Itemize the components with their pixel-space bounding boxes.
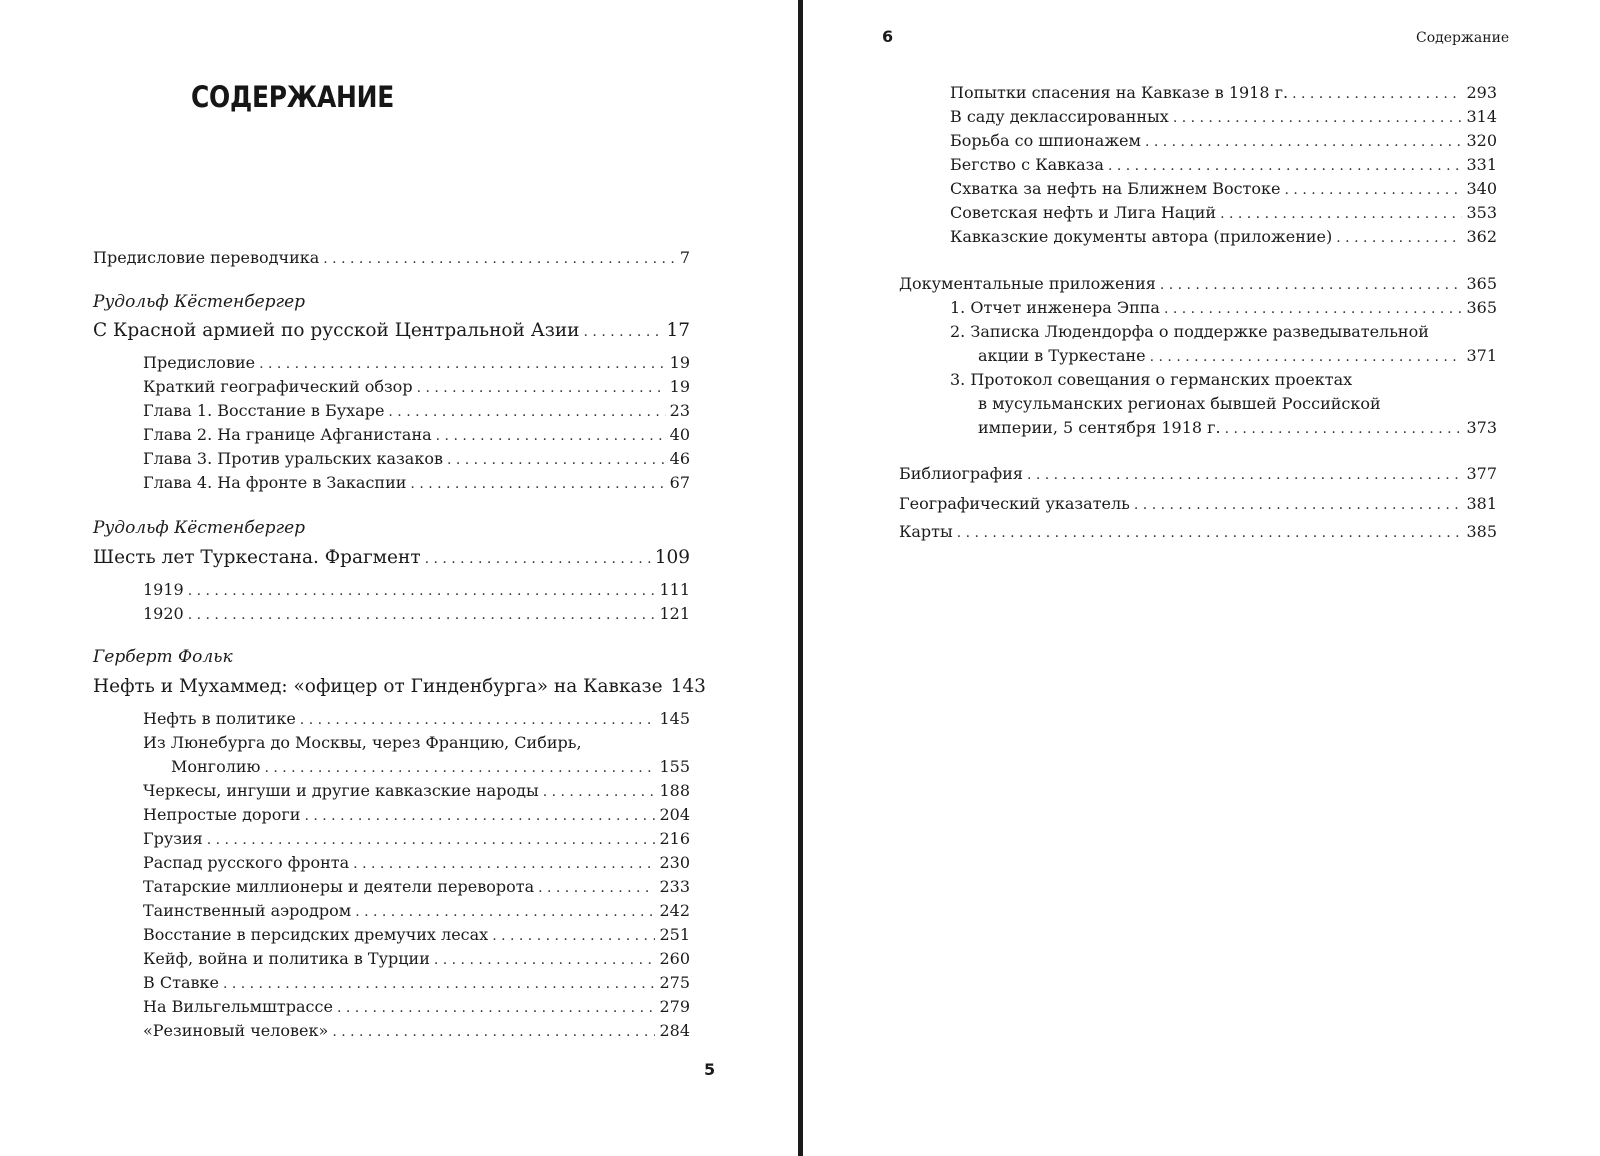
- section-author: Герберт Фольк: [93, 647, 233, 667]
- toc-entry-bibliography[interactable]: Библиография . . . 377: [899, 464, 1497, 485]
- toc-entry[interactable]: Предисловие . . . 19: [143, 353, 690, 374]
- page-title: СОДЕРЖАНИЕ: [191, 80, 395, 114]
- toc-entry[interactable]: Кавказские документы автора (приложение) . . . 362: [950, 227, 1497, 248]
- toc-entry[interactable]: Глава 2. На границе Афганистана . . . 40: [143, 425, 690, 446]
- page-number: 5: [704, 1060, 716, 1079]
- toc-entry[interactable]: Советская нефть и Лига Наций . . . 353: [950, 203, 1497, 224]
- toc-entry[interactable]: Борьба со шпионажем . . . 320: [950, 131, 1497, 152]
- toc-entry[interactable]: Попытки спасения на Кавказе в 1918 г. . . . 293: [950, 83, 1497, 104]
- toc-entry[interactable]: Грузия . . . 216: [143, 829, 690, 850]
- toc-entry-geo-index[interactable]: Географический указатель . . . 381: [899, 494, 1497, 515]
- left-page: [0, 0, 798, 1156]
- toc-entry-translator-preface[interactable]: Предисловие переводчика . . . 7: [93, 248, 690, 269]
- toc-entry[interactable]: Монголию . . . 155: [171, 757, 690, 778]
- toc-entry-appendices[interactable]: Документальные приложения . . . 365: [899, 274, 1497, 295]
- toc-entry[interactable]: Кейф, война и политика в Турции . . . 260: [143, 949, 690, 970]
- book-spine-divider: [798, 0, 803, 1156]
- toc-entry[interactable]: Распад русского фронта . . . 230: [143, 853, 690, 874]
- toc-entry[interactable]: Нефть в политике . . . 145: [143, 709, 690, 730]
- toc-entry[interactable]: империи, 5 сентября 1918 г. . . . 373: [978, 418, 1497, 439]
- toc-entry[interactable]: Схватка за нефть на Ближнем Востоке . . . 340: [950, 179, 1497, 200]
- toc-entry[interactable]: «Резиновый человек» . . . 284: [143, 1021, 690, 1042]
- toc-entry[interactable]: В саду деклассированных . . . 314: [950, 107, 1497, 128]
- toc-entry[interactable]: Глава 4. На фронте в Закаспии . . . 67: [143, 473, 690, 494]
- toc-part-entry[interactable]: Нефть и Мухаммед: «офицер от Гинденбурга» на Кавказе 143: [93, 676, 706, 697]
- toc-entry[interactable]: Глава 1. Восстание в Бухаре . . . 23: [143, 401, 690, 422]
- toc-entry[interactable]: 1. Отчет инженера Эппа . . . 365: [950, 298, 1497, 319]
- toc-entry-line: Из Люнебурга до Москвы, через Францию, Сибирь,: [143, 733, 582, 752]
- section-author: Рудольф Кёстенбергер: [93, 292, 306, 312]
- toc-part-entry[interactable]: С Красной армией по русской Центральной Азии . . . 17: [93, 319, 690, 344]
- toc-entry[interactable]: Черкесы, ингуши и другие кавказские народы . . . 188: [143, 781, 690, 802]
- toc-entry[interactable]: 1920 . . . 121: [143, 604, 690, 625]
- toc-entry[interactable]: акции в Туркестане . . . 371: [978, 346, 1497, 367]
- toc-entry[interactable]: Непростые дороги . . . 204: [143, 805, 690, 826]
- toc-entry-maps[interactable]: Карты . . . 385: [899, 522, 1497, 543]
- toc-entry-line: 2. Записка Людендорфа о поддержке разведывательной: [950, 322, 1429, 341]
- section-author: Рудольф Кёстенбергер: [93, 518, 306, 538]
- toc-entry[interactable]: На Вильгельмштрассе . . . 279: [143, 997, 690, 1018]
- toc-entry[interactable]: Глава 3. Против уральских казаков . . . 46: [143, 449, 690, 470]
- toc-part-entry[interactable]: Шесть лет Туркестана. Фрагмент . . . 109: [93, 546, 690, 571]
- toc-entry[interactable]: Восстание в персидских дремучих лесах . . . 251: [143, 925, 690, 946]
- running-head: Содержание: [1416, 30, 1510, 46]
- toc-entry-line: в мусульманских регионах бывшей Российской: [978, 394, 1381, 413]
- toc-entry[interactable]: Краткий географический обзор . . . 19: [143, 377, 690, 398]
- toc-entry[interactable]: 1919 . . . 111: [143, 580, 690, 601]
- toc-entry[interactable]: Таинственный аэродром . . . 242: [143, 901, 690, 922]
- toc-entry[interactable]: Бегство с Кавказа . . . 331: [950, 155, 1497, 176]
- toc-entry[interactable]: Татарские миллионеры и деятели переворота . . . 233: [143, 877, 690, 898]
- toc-entry-line: 3. Протокол совещания о германских проектах: [950, 370, 1353, 389]
- page-number: 6: [882, 27, 894, 46]
- toc-entry[interactable]: В Ставке . . . 275: [143, 973, 690, 994]
